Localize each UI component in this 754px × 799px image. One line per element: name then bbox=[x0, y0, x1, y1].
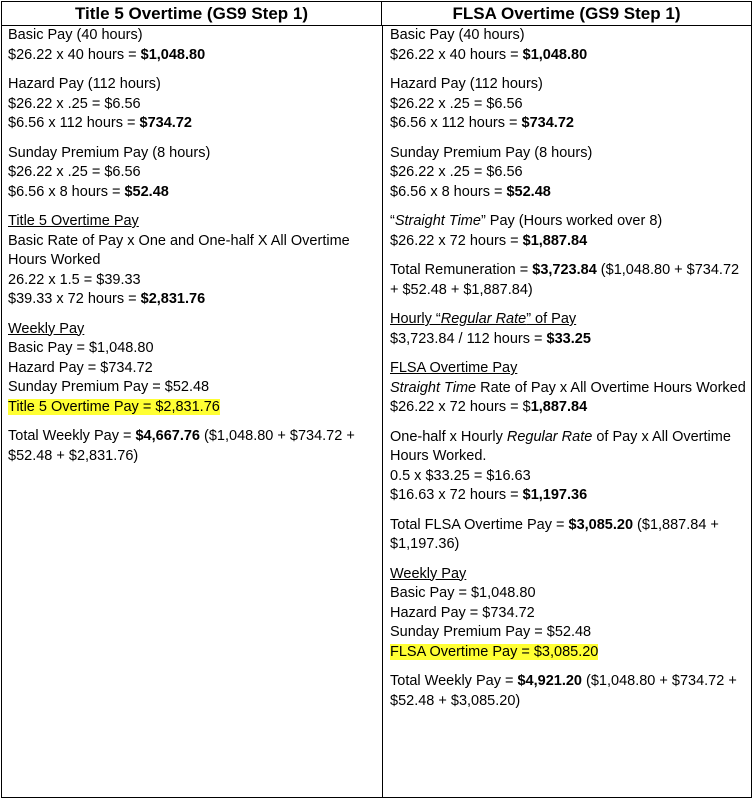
total-remuneration-breakdown: ($1,048.80 + $734.72 + $52.48 + $1,887.84) bbox=[390, 262, 740, 298]
flsa-sunday-pay-calc bbox=[390, 183, 748, 203]
sunday-pay-calc-text: $6.56 x 8 hours = bbox=[8, 183, 125, 200]
header-title5: Title 5 Overtime (GS9 Step 1) bbox=[2, 2, 382, 26]
flsa-column bbox=[390, 26, 748, 721]
flsa-sunday-pay-rate: $26.22 x .25 = $6.56 bbox=[390, 164, 523, 180]
hazard-pay-block bbox=[8, 75, 376, 134]
hourly-rate-value: $33.25 bbox=[546, 330, 591, 347]
basic-pay-calc bbox=[8, 46, 376, 66]
weekly-sunday: Sunday Premium Pay = $52.48 bbox=[8, 379, 210, 395]
straight-time-calc-text: $26.22 x 72 hours = bbox=[390, 232, 523, 249]
flsa-hazard-pay-rate: $26.22 x .25 = $6.56 bbox=[390, 95, 523, 112]
flsa-sunday-pay-calc-text: $6.56 x 8 hours = bbox=[390, 183, 507, 200]
one-half-block bbox=[390, 428, 748, 506]
title5-overtime-calc bbox=[8, 290, 376, 310]
flsa-weekly-hazard: Hazard Pay = $734.72 bbox=[390, 604, 535, 621]
title5-overtime-calc-text: $39.33 x 72 hours = bbox=[8, 291, 141, 307]
header-flsa: FLSA Overtime (GS9 Step 1) bbox=[382, 2, 751, 26]
column-divider bbox=[382, 26, 383, 797]
weekly-basic: Basic Pay = $1,048.80 bbox=[8, 340, 154, 356]
flsa-total-weekly-label: Total Weekly Pay = bbox=[390, 673, 518, 689]
flsa-overtime-value: 1,887.84 bbox=[530, 399, 588, 415]
weekly-pay-heading: Weekly Pay bbox=[8, 320, 85, 337]
sunday-pay-calc bbox=[8, 183, 376, 203]
flsa-overtime-heading: FLSA Overtime Pay bbox=[390, 360, 518, 376]
flsa-sunday-pay-value: $52.48 bbox=[506, 183, 551, 200]
one-half-calc-text: $16.63 x 72 hours = bbox=[390, 487, 523, 503]
flsa-basic-pay-title: Basic Pay (40 hours) bbox=[390, 27, 525, 43]
basic-pay-block bbox=[8, 26, 376, 65]
sunday-pay-value: $52.48 bbox=[124, 183, 169, 200]
weekly-overtime bbox=[8, 398, 376, 418]
total-remuneration-label: Total Remuneration = bbox=[390, 262, 533, 278]
flsa-overtime-desc-rest: Rate of Pay x All Overtime Hours Worked bbox=[476, 379, 746, 396]
flsa-sunday-pay-block bbox=[390, 144, 748, 203]
hazard-pay-value: $734.72 bbox=[139, 115, 192, 131]
title5-overtime-heading: Title 5 Overtime Pay bbox=[8, 213, 139, 229]
title5-overtime-desc: Basic Rate of Pay x One and One-half X All Overtime Hours Worked bbox=[8, 232, 350, 268]
hourly-rate-italic: Regular Rate bbox=[440, 311, 527, 327]
total-weekly-pay bbox=[8, 427, 376, 466]
straight-time-italic: Straight Time bbox=[394, 213, 481, 229]
title5-overtime-value: $2,831.76 bbox=[140, 291, 206, 307]
one-half-calc bbox=[390, 486, 748, 506]
weekly-pay-block bbox=[8, 320, 376, 418]
flsa-weekly-pay-title bbox=[390, 565, 748, 585]
flsa-basic-pay-block bbox=[390, 26, 748, 65]
flsa-overtime-desc bbox=[390, 379, 748, 399]
basic-pay-value: $1,048.80 bbox=[140, 46, 206, 63]
hourly-rate-heading bbox=[390, 311, 576, 327]
one-half-desc-italic: Regular Rate bbox=[506, 428, 593, 445]
flsa-hazard-pay-block bbox=[390, 75, 748, 134]
flsa-overtime-calc-text: $26.22 x 72 hours = $ bbox=[390, 399, 531, 415]
total-remuneration-value: $3,723.84 bbox=[532, 262, 597, 278]
flsa-overtime-desc-italic: Straight Time bbox=[390, 379, 477, 396]
total-remuneration bbox=[390, 261, 748, 300]
one-half-rate: 0.5 x $33.25 = $16.63 bbox=[390, 467, 531, 484]
straight-time-title-rest: ” Pay (Hours worked over 8) bbox=[480, 213, 663, 229]
one-half-value: $1,197.36 bbox=[522, 487, 588, 503]
title5-column bbox=[8, 26, 376, 476]
hazard-pay-calc bbox=[8, 114, 376, 134]
flsa-weekly-overtime bbox=[390, 643, 748, 663]
hourly-rate-title-post: ” of Pay bbox=[526, 311, 577, 327]
hourly-rate-title-pre: Hourly “ bbox=[390, 311, 441, 327]
hourly-rate-calc bbox=[390, 330, 748, 350]
straight-time-title bbox=[390, 212, 748, 232]
sunday-pay-rate: $26.22 x .25 = $6.56 bbox=[8, 164, 141, 180]
title5-overtime-rate: 26.22 x 1.5 = $39.33 bbox=[8, 271, 141, 288]
flsa-overtime-block bbox=[390, 359, 748, 418]
flsa-total-weekly-breakdown: ($1,048.80 + $734.72 + $52.48 + $3,085.20) bbox=[390, 673, 737, 709]
flsa-weekly-overtime-highlight: FLSA Overtime Pay = $3,085.20 bbox=[390, 643, 599, 660]
straight-time-calc bbox=[390, 232, 748, 252]
flsa-weekly-basic: Basic Pay = $1,048.80 bbox=[390, 585, 536, 601]
flsa-hazard-pay-title: Hazard Pay (112 hours) bbox=[390, 76, 543, 92]
hazard-pay-rate: $26.22 x .25 = $6.56 bbox=[8, 95, 141, 112]
total-flsa-overtime-breakdown: ($1,887.84 + $1,197.36) bbox=[390, 516, 719, 552]
one-half-desc-post: of Pay x All Overtime Hours Worked. bbox=[390, 428, 731, 464]
weekly-hazard: Hazard Pay = $734.72 bbox=[8, 359, 153, 376]
flsa-hazard-pay-calc-text: $6.56 x 112 hours = bbox=[390, 115, 522, 131]
basic-pay-title: Basic Pay (40 hours) bbox=[8, 27, 143, 43]
weekly-pay-title bbox=[8, 320, 376, 340]
hourly-rate-title bbox=[390, 310, 748, 330]
flsa-overtime-title bbox=[390, 359, 748, 379]
hazard-pay-calc-text: $6.56 x 112 hours = bbox=[8, 115, 140, 131]
straight-time-value: $1,887.84 bbox=[522, 232, 588, 249]
flsa-weekly-sunday: Sunday Premium Pay = $52.48 bbox=[390, 624, 592, 640]
flsa-hazard-pay-calc bbox=[390, 114, 748, 134]
hourly-rate-calc-text: $3,723.84 / 112 hours = bbox=[390, 330, 547, 347]
hourly-rate-block bbox=[390, 310, 748, 349]
total-weekly-value: $4,667.76 bbox=[135, 428, 200, 444]
flsa-basic-pay-calc bbox=[390, 46, 748, 66]
sunday-pay-block bbox=[8, 144, 376, 203]
flsa-hazard-pay-value: $734.72 bbox=[521, 115, 574, 131]
total-weekly-label: Total Weekly Pay = bbox=[8, 428, 136, 444]
total-flsa-overtime-label: Total FLSA Overtime Pay = bbox=[390, 516, 569, 533]
weekly-overtime-highlight: Title 5 Overtime Pay = $2,831.76 bbox=[8, 398, 220, 415]
comparison-table bbox=[1, 1, 752, 798]
hazard-pay-title: Hazard Pay (112 hours) bbox=[8, 76, 161, 92]
flsa-overtime-calc bbox=[390, 398, 748, 418]
flsa-total-weekly-value: $4,921.20 bbox=[517, 673, 582, 689]
flsa-weekly-pay-heading: Weekly Pay bbox=[390, 565, 467, 582]
title5-overtime-title bbox=[8, 212, 376, 232]
one-half-desc bbox=[390, 428, 748, 467]
flsa-sunday-pay-title: Sunday Premium Pay (8 hours) bbox=[390, 144, 593, 161]
straight-time-open-quote: “ bbox=[390, 213, 395, 229]
flsa-weekly-pay-block bbox=[390, 565, 748, 663]
flsa-total-weekly-pay bbox=[390, 672, 748, 711]
sunday-pay-title: Sunday Premium Pay (8 hours) bbox=[8, 144, 211, 161]
title5-overtime-block bbox=[8, 212, 376, 310]
straight-time-block bbox=[390, 212, 748, 251]
flsa-basic-pay-calc-text: $26.22 x 40 hours = bbox=[390, 46, 523, 63]
flsa-basic-pay-value: $1,048.80 bbox=[522, 46, 588, 63]
total-flsa-overtime-value: $3,085.20 bbox=[568, 516, 634, 533]
one-half-desc-pre: One-half x Hourly bbox=[390, 428, 507, 445]
basic-pay-calc-text: $26.22 x 40 hours = bbox=[8, 46, 141, 63]
total-weekly-breakdown: ($1,048.80 + $734.72 + $52.48 + $2,831.76) bbox=[8, 428, 355, 464]
total-flsa-overtime bbox=[390, 516, 748, 555]
